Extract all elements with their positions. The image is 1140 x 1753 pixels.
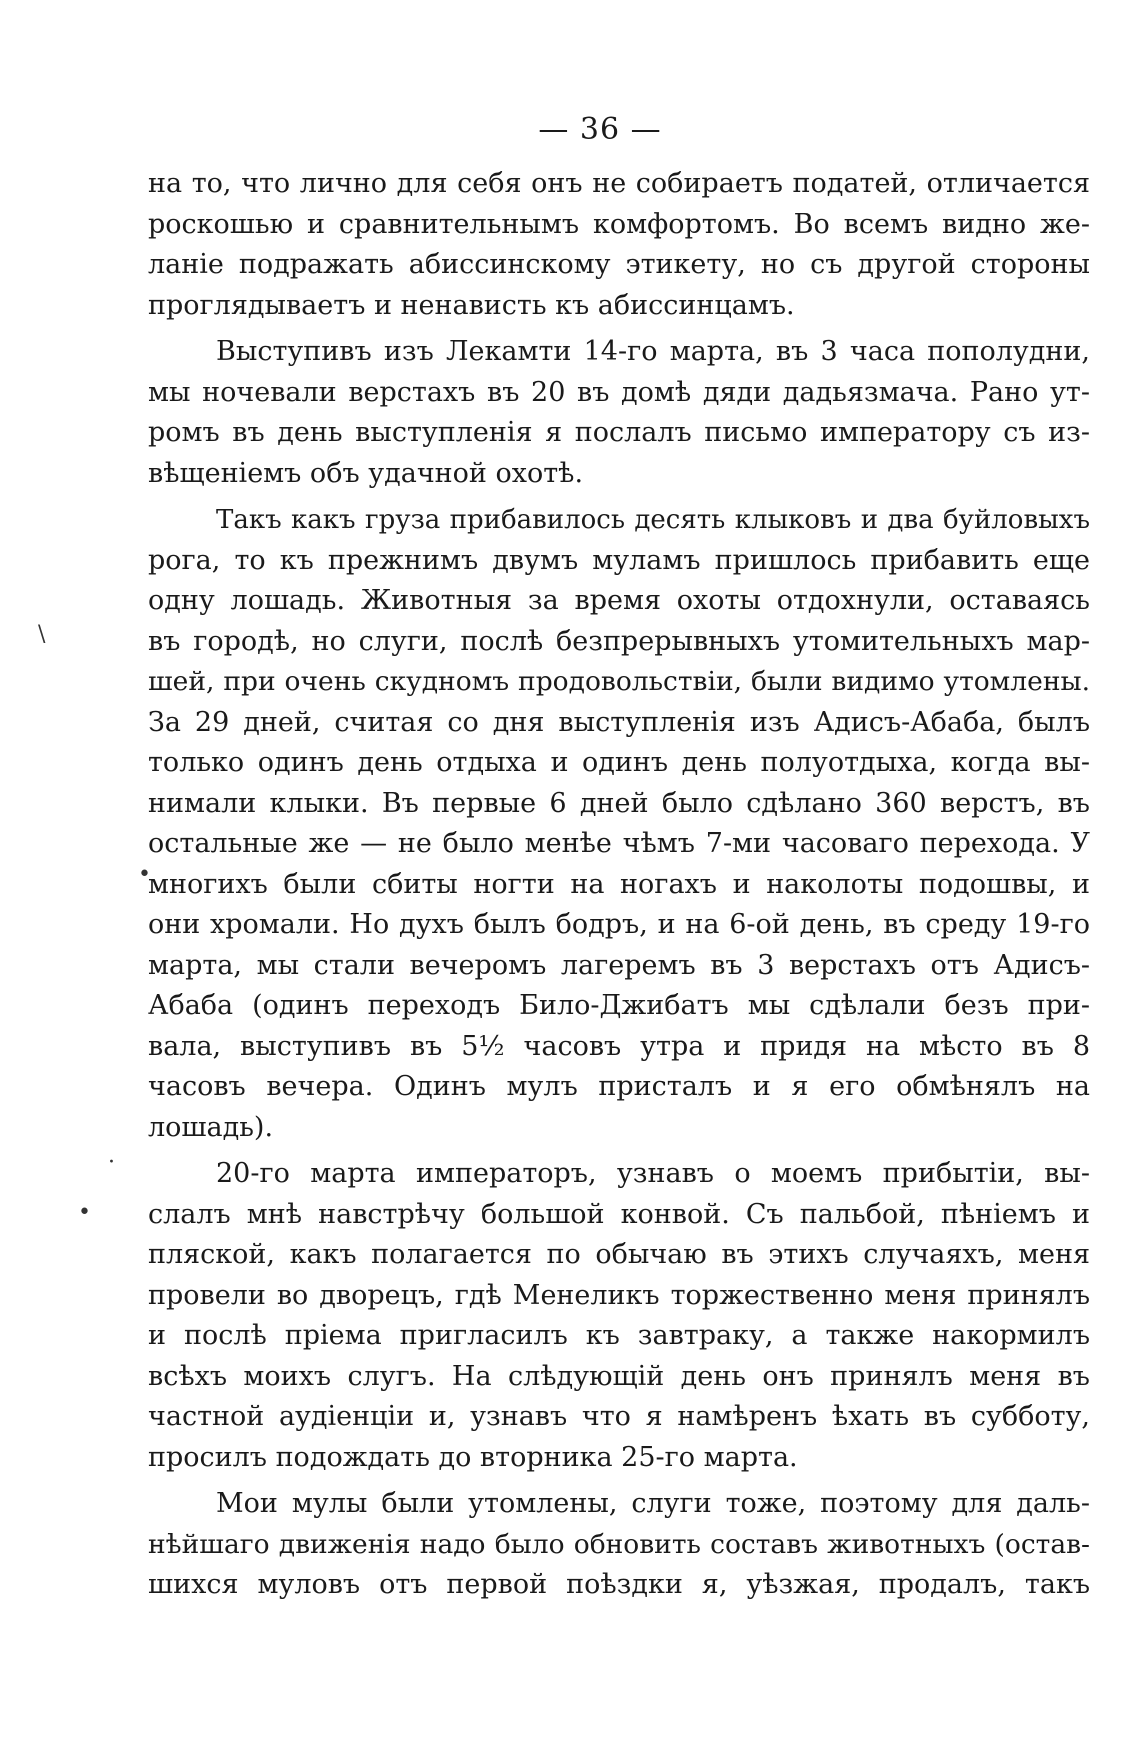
paragraph [148,500,1090,1148]
text-line: на то, что лично для себя онъ не собираетъ податей, отличается [148,168,1090,199]
text-line: и послѣ пріема пригласилъ къ завтраку, а также накормилъ [148,1320,1090,1351]
paragraph [148,164,1090,326]
text-line: въ городѣ, но слуги, послѣ безпрерывныхъ утомительныхъ мар- [148,625,1090,657]
text-line: мы ночевали верстахъ въ 20 въ домѣ дяди дадьязмача. Рано ут- [148,376,1090,408]
paragraph [148,1484,1090,1606]
text-line: остальные же — не было менѣе чѣмъ 7-ми часоваго перехода. У [148,828,1090,859]
text-line: лошадь). [148,1111,274,1143]
text-line: частной аудіенціи и, узнавъ что я намѣренъ ѣхать въ субботу, [148,1401,1090,1432]
text-line: многихъ были сбиты ногти на ногахъ и наколоты подошвы, и [148,868,1090,900]
text-line: только одинъ день отдыха и одинъ день полуотдыха, когда вы- [148,747,1090,778]
text-line: рога, то къ прежнимъ двумъ муламъ пришлось прибавить еще [148,544,1090,576]
text-line: За 29 дней, считая со дня выступленія изъ Адисъ-Абаба, былъ [148,706,1090,738]
margin-speck: • [78,1200,91,1225]
text-line: они хромали. Но духъ былъ бодръ, и на 6-ой день, въ среду 19-го [148,909,1090,940]
text-line: нѣйшаго движенія надо было обновить составъ животныхъ (остав- [148,1528,1090,1560]
text-line: роскошью и сравнительнымъ комфортомъ. Во всемъ видно же- [148,208,1090,240]
text-line: ланіе подражать абиссинскому этикету, но съ другой стороны [148,249,1090,280]
text-line: Такъ какъ груза прибавилось десять клыковъ и два буйловыхъ [216,505,1090,535]
text-line: шей, при очень скудномъ продовольствіи, были видимо утомлены. [148,666,1090,697]
text-line: часовъ вечера. Одинъ мулъ присталъ и я его обмѣнялъ на [148,1071,1090,1102]
body-text [148,164,1090,1612]
text-line: пляской, какъ полагается по обычаю въ этихъ случаяхъ, меня [148,1239,1090,1270]
margin-speck: · [108,1150,115,1175]
text-line: нимали клыки. Въ первые 6 дней было сдѣлано 360 верстъ, въ [148,787,1090,819]
text-line: просилъ подождать до вторника 25-го марта. [148,1441,798,1473]
text-line: вала, выступивъ въ 5½ часовъ утра и придя на мѣсто въ 8 [148,1030,1090,1062]
text-line: вѣщеніемъ объ удачной охотѣ. [148,457,584,489]
text-line: слалъ мнѣ навстрѣчу большой конвой. Съ пальбой, пѣніемъ и [148,1198,1090,1230]
paragraph [148,332,1090,494]
text-line: ромъ въ день выступленія я послалъ письмо императору съ из- [148,417,1090,448]
page-number: — 36 — [538,112,662,147]
text-line: шихся муловъ отъ первой поѣздки я, уѣзжая, продалъ, такъ [148,1569,1090,1600]
text-line: 20-го марта императоръ, узнавъ о моемъ прибытіи, вы- [216,1158,1090,1189]
text-line: Выступивъ изъ Лекамти 14-го марта, въ 3 часа пополудни, [216,336,1090,367]
text-line: марта, мы стали вечеромъ лагеремъ въ 3 верстахъ отъ Адисъ- [148,949,1090,981]
margin-speck: • [138,862,151,887]
text-line: всѣхъ моихъ слугъ. На слѣдующій день онъ принялъ меня въ [148,1360,1090,1392]
margin-speck: \ [38,622,46,647]
text-line: одну лошадь. Животныя за время охоты отдохнули, оставаясь [148,585,1090,616]
paragraph [148,1154,1090,1478]
text-line: проглядываетъ и ненависть къ абиссинцамъ. [148,289,795,321]
text-line: Мои мулы были утомлены, слуги тоже, поэтому для даль- [216,1488,1090,1519]
text-line: Абаба (одинъ переходъ Било-Джибатъ мы сдѣлали безъ при- [148,990,1090,1021]
text-line: провели во дворецъ, гдѣ Менеликъ торжественно меня принялъ [148,1279,1090,1311]
